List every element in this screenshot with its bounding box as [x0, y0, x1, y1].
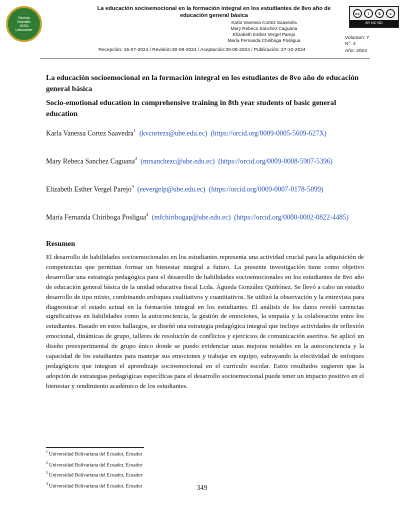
- author-email-link[interactable]: (mfchiribogap@ube.edu.ec): [151, 213, 231, 222]
- footnote-marker: 1: [46, 450, 48, 454]
- author-name: Elizabeth Esther Vergel Parejo: [46, 185, 132, 194]
- abstract-heading: Resumen: [46, 239, 76, 248]
- header-divider: [40, 58, 370, 59]
- article-title-english: Socio-emotional education in comprehensive training in 8th year students of basic general education: [46, 98, 337, 118]
- running-header-title: La educación socioemocional en la formación integral en los estudiantes de 8vo año de educación general básica: [97, 6, 331, 19]
- footnote-marker: 4: [46, 481, 48, 486]
- footnote-text: Universidad Bolivariana del Ecuador, Ecuador: [49, 473, 143, 479]
- noderivatives-icon: =: [386, 9, 395, 18]
- footnote-text: Universidad Bolivariana del Ecuador, Ecuador: [49, 484, 143, 490]
- volume-info: [345, 36, 401, 55]
- affiliation-marker: 1: [133, 128, 136, 133]
- affiliation-marker: 2: [134, 156, 138, 161]
- logo-line: Revista: [18, 16, 30, 20]
- author-email-link[interactable]: (mrsanchezc@ube.edu.ec): [140, 157, 215, 166]
- author-email-link[interactable]: (eevergelp@ube.edu.ec): [137, 185, 206, 194]
- header-author: María Fernanda Chiriboga Posligua: [227, 38, 301, 43]
- affiliation-marker: 3: [131, 184, 134, 189]
- affiliation-marker: 4: [146, 212, 149, 217]
- logo-line: -ISSN-: [18, 24, 30, 28]
- page-number: 349: [196, 484, 208, 492]
- footnote-marker: 3: [46, 471, 48, 476]
- header-author: Karla Vanessa Cortez Saavedra: [231, 20, 297, 25]
- author-name: Mary Rebeca Sanchez Caguana: [46, 157, 135, 166]
- footnote: [46, 460, 296, 471]
- noncommercial-icon: $: [375, 9, 384, 18]
- header-author: Elizabeth Esther Vergel Parejo: [232, 32, 296, 37]
- year: Año: 2024: [345, 48, 367, 54]
- creative-commons-license-badge[interactable]: [349, 6, 399, 28]
- footnote-divider: [46, 447, 144, 448]
- volume: Volumen: 7: [345, 36, 370, 41]
- abstract-body: El desarrollo de habilidades socioemocionales en los estudiantes representa una actividad crucial para la adquisición de competencias que permitan formar un bienestar integral a futuro. La presente investigación tiene como objetivo desarrollar una estrategia pedagógica para el desarrollo de habilidades socioemocionales en los estudiantes de 8vo año de educación general básica de la unidad educativa fiscal Lcda. Águeda González Quiñónez. Se llevó a cabo un estudio desarrollo de tipo mixto, combinando enfoques cualitativos y cuantitativos. Se utilizó la observación y la entrevista para diagnosticar el estado actual en la formación integral en los estudiantes. El análisis de los datos reveló carencias significativas en habilidades como la autoconciencia, la gestión de emociones, la empatía y la colaboración entre los estudiantes. Basado en estos hallazgos, se diseñó una estrategia pedagógica integral que incluye actividades de reflexión emocional, dinámicas de grupo, talleres de resolución de conflictos y ejercicios de comunicación asertiva. Se aplicó un diseño preexperimental de grupo único donde se puedo evidenciar unas mejoras notables en la autoconciencia y la capacidad de los estudiantes para manejar sus emociones y trabajar en equipo, subrayando la efectividad de enfoques pedagógicos que integran el aprendizaje socioemocional en el currículo escolar. Estos resultados sugieren que la adopción de estrategias pedagógicas específicas para el desarrollo socioemocional puede tener un impacto positivo en el bienestar y rendimiento académico de los estudiantes.: [46, 254, 364, 390]
- author-entry: [46, 126, 364, 139]
- footnote-marker: 2: [46, 460, 48, 465]
- logo-line: Latinoamer: [15, 28, 33, 32]
- author-orcid-link[interactable]: (https://orcid.org/0009-0007-0178-5099): [208, 185, 324, 194]
- author-name: María Fernanda Chiriboga Posligua: [46, 213, 147, 222]
- author-email-link[interactable]: (kvcortezs@ube.edu.ec): [139, 129, 208, 138]
- running-header-authors: [196, 20, 332, 44]
- author-name: Karla Vanessa Cortez Saavedra: [46, 129, 134, 138]
- author-entry: [46, 210, 364, 223]
- footnote-text: Universidad Bolivariana del Ecuador, Ecuador: [49, 463, 143, 469]
- author-orcid-link[interactable]: (https://orcid.org/0009-0008-5907-5396): [218, 157, 333, 166]
- author-entry: [46, 182, 364, 195]
- publication-dates: Recepción: 15-07-2024 / Revisión:30-09-2024 / Aceptación:30-09-2024 / Publicación: 27-10-2024: [98, 48, 306, 53]
- author-orcid-link[interactable]: (https://orcid.org/0000-0002-0822-4485): [234, 213, 349, 222]
- article-title-spanish: La educación socioemocional en la formación integral en los estudiantes de 8vo año de educación general básica: [46, 73, 359, 93]
- journal-logo: [6, 6, 42, 42]
- footnote: [46, 470, 296, 481]
- cc-icon: cc: [353, 9, 362, 18]
- author-orcid-link[interactable]: (https://orcid.org/0009-0005-5609-627X): [210, 129, 327, 138]
- issue-number: N°. 4: [345, 42, 356, 48]
- header-author: Mary Rebeca Sanchez Caguana: [230, 26, 298, 31]
- author-entry: [46, 154, 364, 167]
- footnote-text: Universidad Bolivariana del Ecuador, Ecuador: [49, 452, 143, 458]
- attribution-icon: i: [364, 9, 373, 18]
- license-label: BY NC ND: [350, 20, 398, 27]
- logo-line: Scientific: [17, 20, 31, 24]
- footnote: [46, 449, 296, 460]
